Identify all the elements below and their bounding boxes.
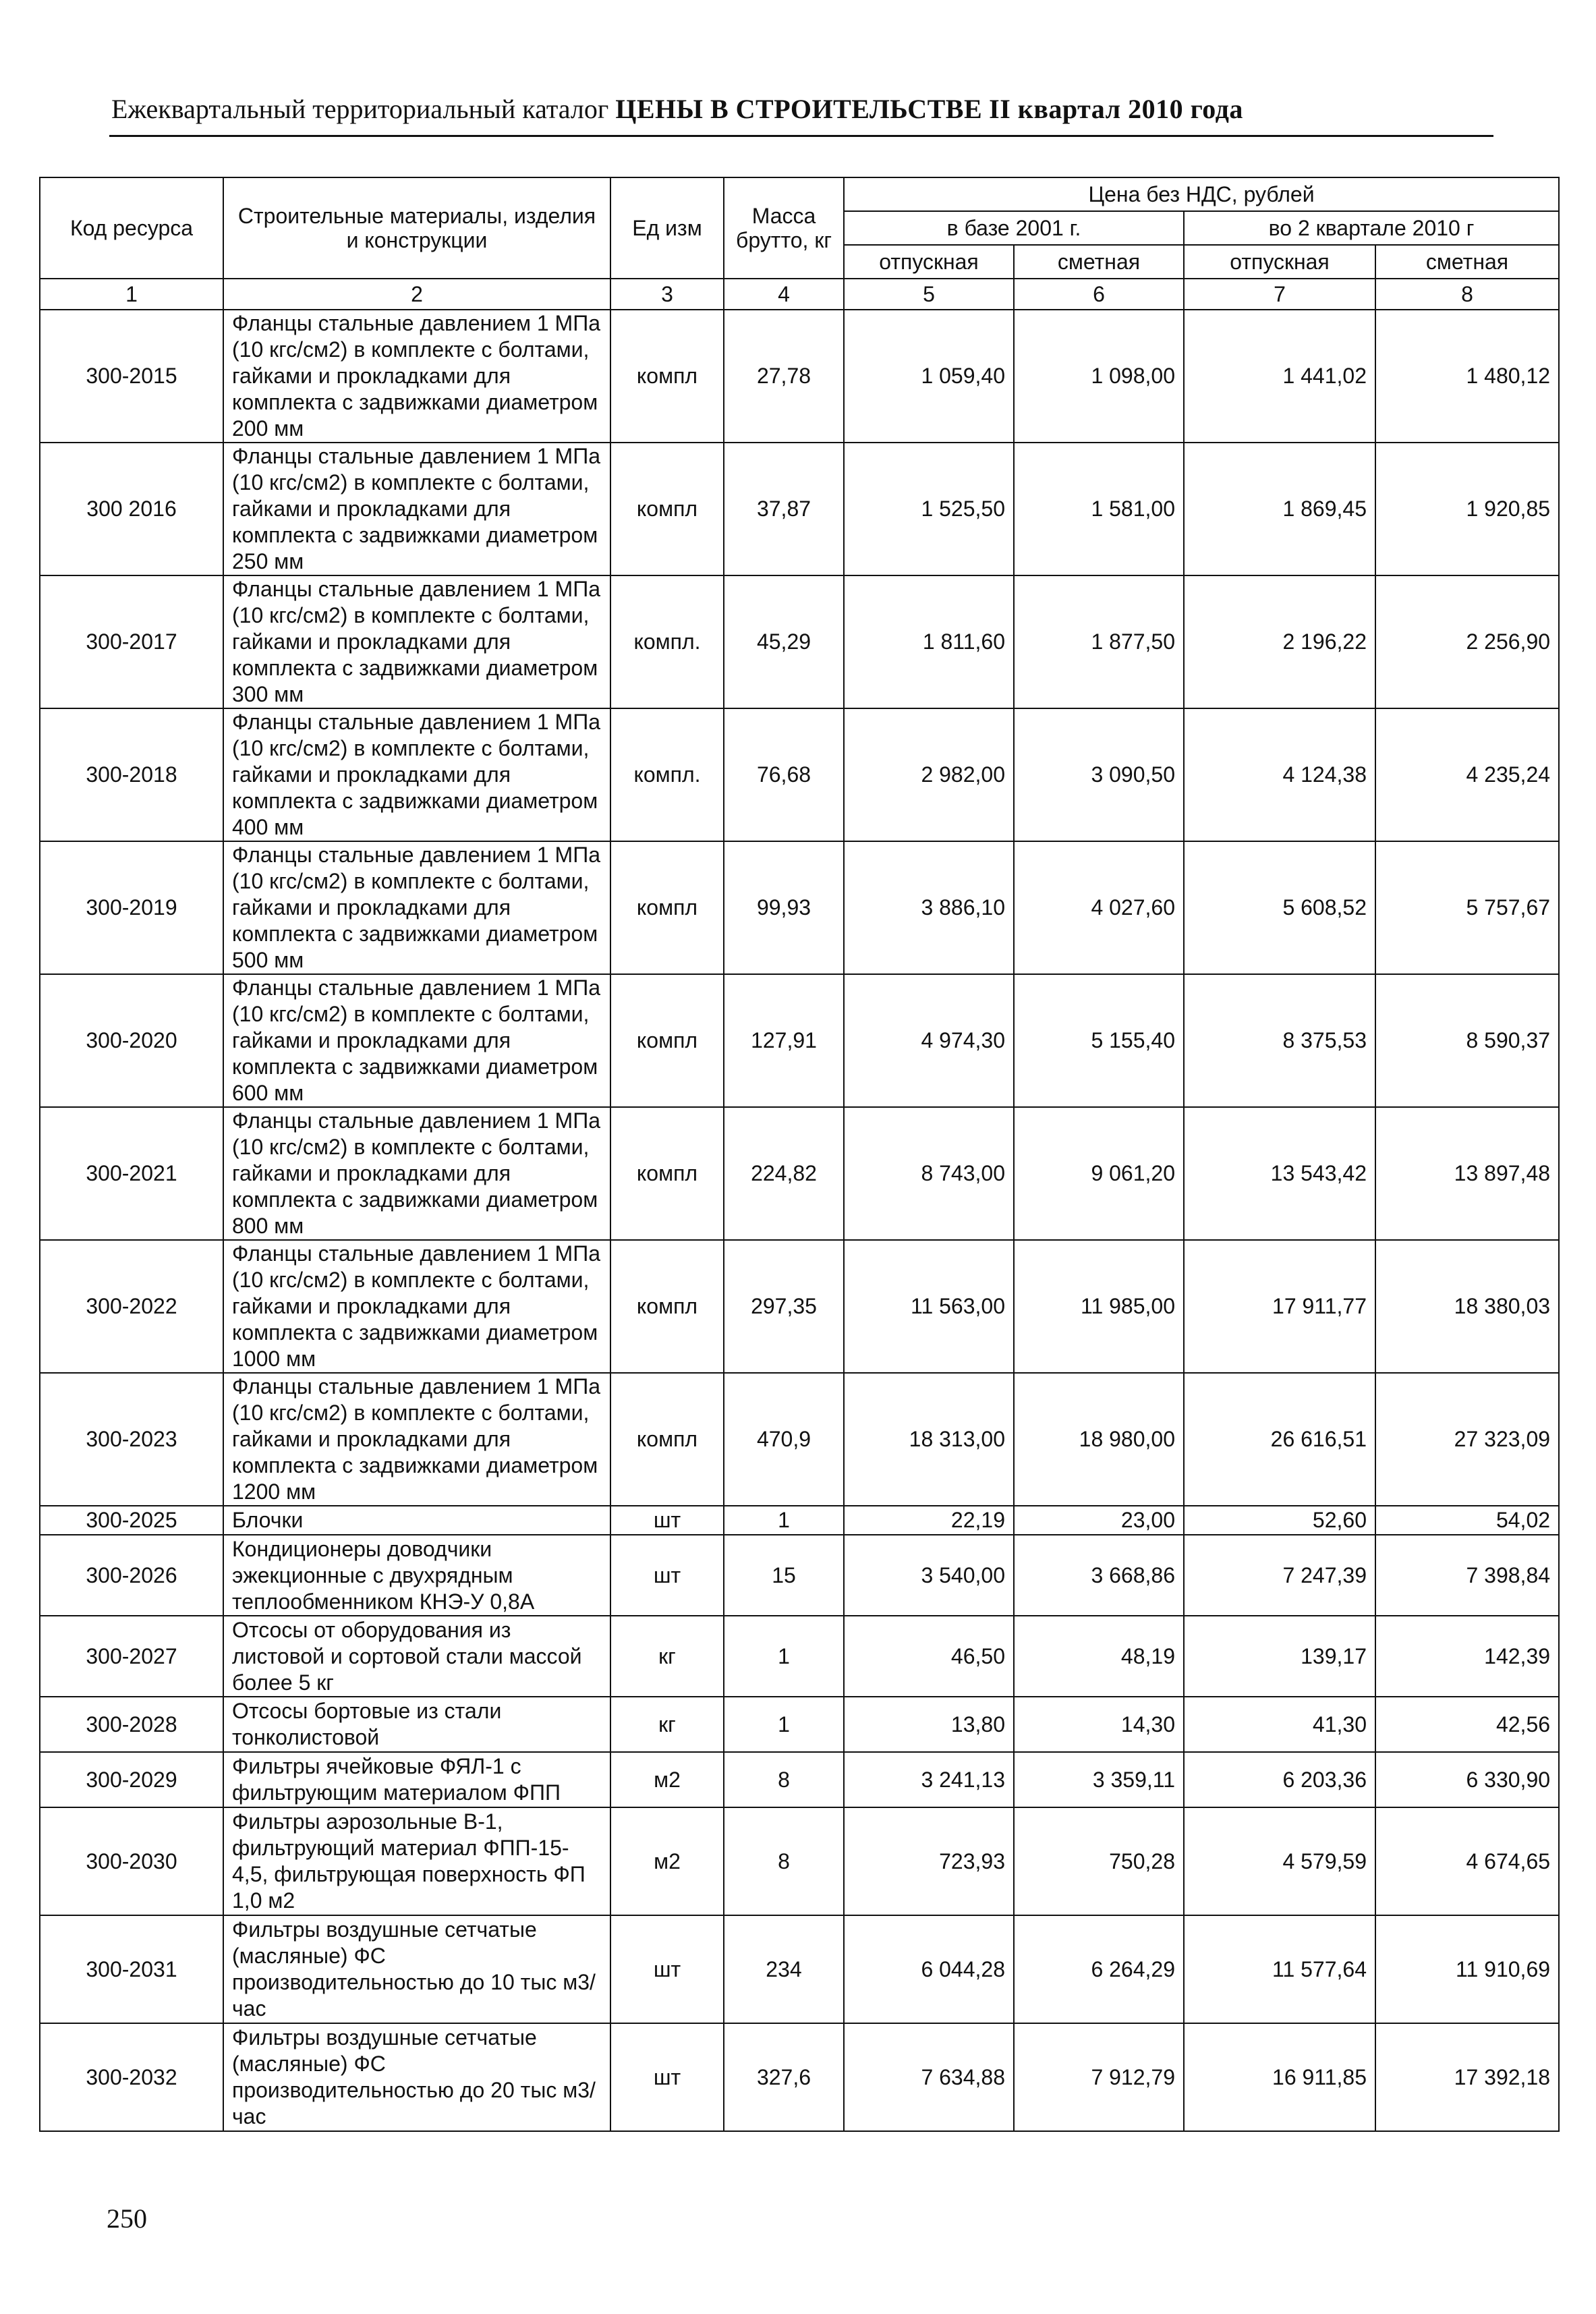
column-number: 6 <box>1014 279 1184 310</box>
estimate-price-2010: 11 910,69 <box>1375 1915 1559 2023</box>
unit: м2 <box>610 1752 724 1807</box>
estimate-price-2010: 54,02 <box>1375 1506 1559 1535</box>
release-price-2010: 16 911,85 <box>1184 2023 1375 2131</box>
release-price-2010: 11 577,64 <box>1184 1915 1375 2023</box>
estimate-price-2001: 11 985,00 <box>1014 1240 1184 1373</box>
unit: компл <box>610 841 724 974</box>
release-price-2010: 1 869,45 <box>1184 443 1375 575</box>
resource-code: 300-2018 <box>40 708 223 841</box>
column-number: 7 <box>1184 279 1375 310</box>
estimate-price-2010: 1 920,85 <box>1375 443 1559 575</box>
estimate-price-2001: 48,19 <box>1014 1616 1184 1697</box>
unit: кг <box>610 1697 724 1752</box>
header-price: Цена без НДС, рублей <box>844 177 1559 211</box>
unit: м2 <box>610 1807 724 1915</box>
table-row <box>40 1807 1559 1915</box>
gross-mass: 127,91 <box>724 974 844 1107</box>
page-number: 250 <box>107 2203 147 2234</box>
resource-code: 300-2030 <box>40 1807 223 1915</box>
estimate-price-2001: 9 061,20 <box>1014 1107 1184 1240</box>
unit: шт <box>610 1535 724 1616</box>
table-row <box>40 2023 1559 2131</box>
unit: компл <box>610 1373 724 1506</box>
release-price-2010: 13 543,42 <box>1184 1107 1375 1240</box>
estimate-price-2001: 3 359,11 <box>1014 1752 1184 1807</box>
release-price-2001: 18 313,00 <box>844 1373 1014 1506</box>
gross-mass: 76,68 <box>724 708 844 841</box>
header-code: Код ресурса <box>40 177 223 279</box>
header-title: ЦЕНЫ В СТРОИТЕЛЬСТВЕ <box>615 94 983 124</box>
resource-code: 300-2015 <box>40 310 223 443</box>
gross-mass: 99,93 <box>724 841 844 974</box>
column-number: 5 <box>844 279 1014 310</box>
material-name: Фланцы стальные давлением 1 МПа (10 кгс/см2) в комплекте с болтами, гайками и прокладками для комплекта с задвижками диаметром 250 мм <box>223 443 610 575</box>
resource-code: 300-2026 <box>40 1535 223 1616</box>
release-price-2001: 46,50 <box>844 1616 1014 1697</box>
table-row <box>40 974 1559 1107</box>
release-price-2001: 11 563,00 <box>844 1240 1014 1373</box>
gross-mass: 297,35 <box>724 1240 844 1373</box>
table-row <box>40 1506 1559 1535</box>
header-release-price-2010: отпускная <box>1184 245 1375 279</box>
header-prefix: Ежеквартальный территориальный каталог <box>111 94 609 124</box>
release-price-2001: 4 974,30 <box>844 974 1014 1107</box>
resource-code: 300-2020 <box>40 974 223 1107</box>
resource-code: 300-2025 <box>40 1506 223 1535</box>
release-price-2001: 3 886,10 <box>844 841 1014 974</box>
table-row <box>40 1535 1559 1616</box>
gross-mass: 234 <box>724 1915 844 2023</box>
header-mass: Масса брутто, кг <box>724 177 844 279</box>
estimate-price-2010: 17 392,18 <box>1375 2023 1559 2131</box>
release-price-2010: 41,30 <box>1184 1697 1375 1752</box>
estimate-price-2010: 8 590,37 <box>1375 974 1559 1107</box>
table-row <box>40 575 1559 708</box>
release-price-2001: 1 811,60 <box>844 575 1014 708</box>
resource-code: 300 2016 <box>40 443 223 575</box>
resource-code: 300-2031 <box>40 1915 223 2023</box>
unit: шт <box>610 2023 724 2131</box>
release-price-2010: 6 203,36 <box>1184 1752 1375 1807</box>
release-price-2010: 17 911,77 <box>1184 1240 1375 1373</box>
header-materials: Строительные материалы, изделия и конструкции <box>223 177 610 279</box>
material-name: Фланцы стальные давлением 1 МПа (10 кгс/см2) в комплекте с болтами, гайками и прокладками для комплекта с задвижками диаметром 200 мм <box>223 310 610 443</box>
unit: компл <box>610 310 724 443</box>
release-price-2001: 723,93 <box>844 1807 1014 1915</box>
unit: компл <box>610 1107 724 1240</box>
table-row <box>40 310 1559 443</box>
estimate-price-2001: 18 980,00 <box>1014 1373 1184 1506</box>
table-row <box>40 841 1559 974</box>
estimate-price-2010: 27 323,09 <box>1375 1373 1559 1506</box>
material-name: Кондиционеры доводчики эжекционные с двухрядным теплообменником КНЭ-У 0,8А <box>223 1535 610 1616</box>
release-price-2001: 2 982,00 <box>844 708 1014 841</box>
resource-code: 300-2027 <box>40 1616 223 1697</box>
material-name: Фильтры ячейковые ФЯЛ-1 с фильтрующим материалом ФПП <box>223 1752 610 1807</box>
unit: компл. <box>610 708 724 841</box>
header-period: II квартал 2010 года <box>989 94 1243 124</box>
gross-mass: 45,29 <box>724 575 844 708</box>
resource-code: 300-2017 <box>40 575 223 708</box>
estimate-price-2010: 7 398,84 <box>1375 1535 1559 1616</box>
gross-mass: 8 <box>724 1807 844 1915</box>
catalog-header <box>111 94 1494 124</box>
gross-mass: 1 <box>724 1506 844 1535</box>
header-rule <box>109 135 1493 137</box>
unit: кг <box>610 1616 724 1697</box>
material-name: Фланцы стальные давлением 1 МПа (10 кгс/см2) в комплекте с болтами, гайками и прокладками для комплекта с задвижками диаметром 800 мм <box>223 1107 610 1240</box>
release-price-2010: 52,60 <box>1184 1506 1375 1535</box>
resource-code: 300-2021 <box>40 1107 223 1240</box>
table-row <box>40 1915 1559 2023</box>
header-estimate-price-2001: сметная <box>1014 245 1184 279</box>
estimate-price-2001: 1 581,00 <box>1014 443 1184 575</box>
estimate-price-2010: 2 256,90 <box>1375 575 1559 708</box>
release-price-2001: 1 059,40 <box>844 310 1014 443</box>
resource-code: 300-2032 <box>40 2023 223 2131</box>
column-number: 1 <box>40 279 223 310</box>
material-name: Фланцы стальные давлением 1 МПа (10 кгс/см2) в комплекте с болтами, гайками и прокладками для комплекта с задвижками диаметром 1200 мм <box>223 1373 610 1506</box>
estimate-price-2010: 142,39 <box>1375 1616 1559 1697</box>
unit: шт <box>610 1506 724 1535</box>
table-row <box>40 1697 1559 1752</box>
release-price-2001: 1 525,50 <box>844 443 1014 575</box>
table-row <box>40 1616 1559 1697</box>
estimate-price-2010: 1 480,12 <box>1375 310 1559 443</box>
release-price-2010: 1 441,02 <box>1184 310 1375 443</box>
table-row <box>40 1373 1559 1506</box>
table-row <box>40 1107 1559 1240</box>
material-name: Фильтры воздушные сетчатые (масляные) ФС производительностью до 20 тыс м3/час <box>223 2023 610 2131</box>
release-price-2001: 6 044,28 <box>844 1915 1014 2023</box>
estimate-price-2001: 1 098,00 <box>1014 310 1184 443</box>
estimate-price-2001: 1 877,50 <box>1014 575 1184 708</box>
column-number: 8 <box>1375 279 1559 310</box>
table-row <box>40 1240 1559 1373</box>
estimate-price-2001: 7 912,79 <box>1014 2023 1184 2131</box>
gross-mass: 37,87 <box>724 443 844 575</box>
material-name: Фильтры воздушные сетчатые (масляные) ФС производительностью до 10 тыс м3/час <box>223 1915 610 2023</box>
column-number: 2 <box>223 279 610 310</box>
release-price-2001: 22,19 <box>844 1506 1014 1535</box>
table-row <box>40 708 1559 841</box>
release-price-2001: 3 540,00 <box>844 1535 1014 1616</box>
material-name: Отсосы от оборудования из листовой и сортовой стали массой более 5 кг <box>223 1616 610 1697</box>
gross-mass: 224,82 <box>724 1107 844 1240</box>
gross-mass: 27,78 <box>724 310 844 443</box>
gross-mass: 15 <box>724 1535 844 1616</box>
estimate-price-2010: 6 330,90 <box>1375 1752 1559 1807</box>
estimate-price-2001: 750,28 <box>1014 1807 1184 1915</box>
unit: компл <box>610 1240 724 1373</box>
resource-code: 300-2023 <box>40 1373 223 1506</box>
unit: шт <box>610 1915 724 2023</box>
material-name: Фланцы стальные давлением 1 МПа (10 кгс/см2) в комплекте с болтами, гайками и прокладками для комплекта с задвижками диаметром 1000 мм <box>223 1240 610 1373</box>
estimate-price-2001: 5 155,40 <box>1014 974 1184 1107</box>
release-price-2010: 5 608,52 <box>1184 841 1375 974</box>
estimate-price-2001: 3 090,50 <box>1014 708 1184 841</box>
release-price-2010: 4 124,38 <box>1184 708 1375 841</box>
price-table <box>39 177 1560 2132</box>
estimate-price-2010: 4 235,24 <box>1375 708 1559 841</box>
table-row <box>40 1752 1559 1807</box>
release-price-2001: 13,80 <box>844 1697 1014 1752</box>
estimate-price-2010: 13 897,48 <box>1375 1107 1559 1240</box>
release-price-2010: 4 579,59 <box>1184 1807 1375 1915</box>
estimate-price-2001: 4 027,60 <box>1014 841 1184 974</box>
material-name: Фланцы стальные давлением 1 МПа (10 кгс/см2) в комплекте с болтами, гайками и прокладками для комплекта с задвижками диаметром 400 мм <box>223 708 610 841</box>
release-price-2010: 7 247,39 <box>1184 1535 1375 1616</box>
material-name: Отсосы бортовые из стали тонколистовой <box>223 1697 610 1752</box>
estimate-price-2001: 6 264,29 <box>1014 1915 1184 2023</box>
estimate-price-2001: 14,30 <box>1014 1697 1184 1752</box>
column-number: 4 <box>724 279 844 310</box>
release-price-2001: 3 241,13 <box>844 1752 1014 1807</box>
table-row <box>40 443 1559 575</box>
release-price-2010: 2 196,22 <box>1184 575 1375 708</box>
gross-mass: 470,9 <box>724 1373 844 1506</box>
estimate-price-2010: 4 674,65 <box>1375 1807 1559 1915</box>
release-price-2010: 8 375,53 <box>1184 974 1375 1107</box>
header-q2-2010: во 2 квартале 2010 г <box>1184 211 1559 245</box>
estimate-price-2001: 23,00 <box>1014 1506 1184 1535</box>
resource-code: 300-2028 <box>40 1697 223 1752</box>
gross-mass: 1 <box>724 1697 844 1752</box>
release-price-2010: 26 616,51 <box>1184 1373 1375 1506</box>
material-name: Фланцы стальные давлением 1 МПа (10 кгс/см2) в комплекте с болтами, гайками и прокладками для комплекта с задвижками диаметром 600 мм <box>223 974 610 1107</box>
estimate-price-2001: 3 668,86 <box>1014 1535 1184 1616</box>
material-name: Фланцы стальные давлением 1 МПа (10 кгс/см2) в комплекте с болтами, гайками и прокладками для комплекта с задвижками диаметром 500 мм <box>223 841 610 974</box>
column-number: 3 <box>610 279 724 310</box>
resource-code: 300-2029 <box>40 1752 223 1807</box>
header-unit: Ед изм <box>610 177 724 279</box>
gross-mass: 327,6 <box>724 2023 844 2131</box>
release-price-2001: 8 743,00 <box>844 1107 1014 1240</box>
material-name: Блочки <box>223 1506 610 1535</box>
material-name: Фильтры аэрозольные В-1, фильтрующий материал ФПП-15-4,5, фильтрующая поверхность ФП 1,0 м2 <box>223 1807 610 1915</box>
resource-code: 300-2019 <box>40 841 223 974</box>
estimate-price-2010: 18 380,03 <box>1375 1240 1559 1373</box>
estimate-price-2010: 5 757,67 <box>1375 841 1559 974</box>
gross-mass: 1 <box>724 1616 844 1697</box>
column-number-row <box>40 279 1559 310</box>
unit: компл <box>610 443 724 575</box>
unit: компл <box>610 974 724 1107</box>
header-base-2001: в базе 2001 г. <box>844 211 1184 245</box>
header-estimate-price-2010: сметная <box>1375 245 1559 279</box>
release-price-2001: 7 634,88 <box>844 2023 1014 2131</box>
estimate-price-2010: 42,56 <box>1375 1697 1559 1752</box>
unit: компл. <box>610 575 724 708</box>
material-name: Фланцы стальные давлением 1 МПа (10 кгс/см2) в комплекте с болтами, гайками и прокладками для комплекта с задвижками диаметром 300 мм <box>223 575 610 708</box>
header-release-price-2001: отпускная <box>844 245 1014 279</box>
resource-code: 300-2022 <box>40 1240 223 1373</box>
gross-mass: 8 <box>724 1752 844 1807</box>
release-price-2010: 139,17 <box>1184 1616 1375 1697</box>
